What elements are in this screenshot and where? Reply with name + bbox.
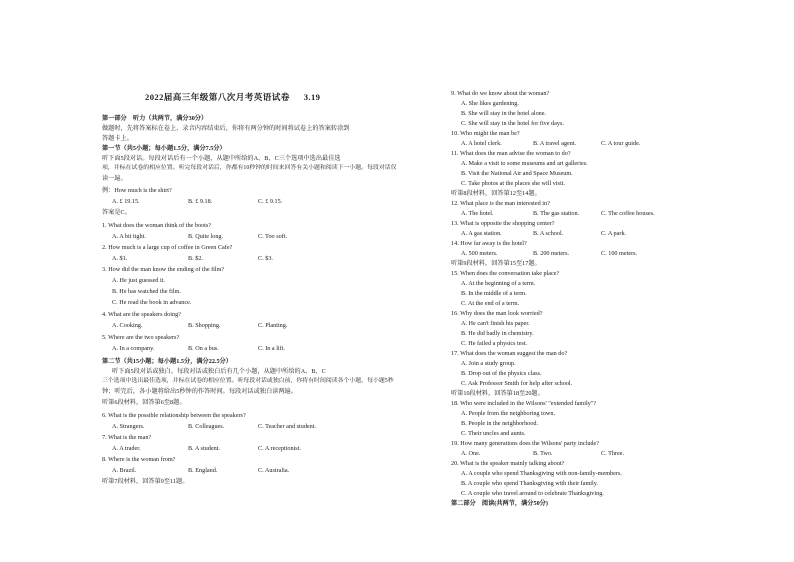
- option: C. Take photos at the places she will visit.: [461, 180, 565, 187]
- section2-instruction: 三个选项中选出最佳选项，并标在试卷的相应位置。听每段对话或独白前，你将有时间阅读各个小题，每小题5秒: [102, 378, 394, 384]
- option: C. In a lift.: [258, 345, 285, 352]
- question: 1. What does the woman think of the boots?: [102, 222, 212, 229]
- section2-heading: 第二节（共15小题；每小题1.5分，满分22.5分）: [102, 358, 232, 365]
- option: A. A couple who spend Thanksgiving with non-family-members.: [461, 470, 622, 477]
- option: A. At the beginning of a term.: [461, 280, 536, 287]
- option: B. £ 9.18.: [188, 198, 213, 205]
- option: C. £ 9.15.: [258, 198, 283, 205]
- part1-instruction: 答题卡上。: [102, 135, 133, 142]
- option: A. People from the neighboring town.: [461, 410, 555, 417]
- option: C. She will stay in the hotel for five days.: [461, 120, 564, 127]
- question: 16. Why does the man look worried?: [451, 310, 543, 317]
- option: A. She likes gardening.: [461, 100, 519, 107]
- option: C. A receptionist.: [258, 445, 301, 452]
- option: B. Quite long.: [188, 233, 224, 240]
- page-title: [145, 91, 320, 103]
- option: B. The gas station.: [533, 210, 580, 217]
- option: A. In a company.: [112, 345, 155, 352]
- section2-instruction: 钟；听完后，各小题将给出5秒钟的作答时间。每段对话或独白读两遍。: [102, 388, 297, 395]
- option: C. Australia.: [258, 467, 290, 474]
- option: A. A hotel clerk.: [461, 140, 502, 147]
- part1-instruction: 做题时，先将答案标在卷上，录音内容结束后，你将有两分钟的时间将试卷上的答案转涂到: [102, 125, 350, 132]
- option: C. He failed a physics test.: [461, 340, 528, 347]
- option: C. Ask Professor Smith for help after school.: [461, 380, 573, 387]
- option: C. Too soft.: [258, 233, 288, 240]
- option: A. Brazil.: [112, 467, 137, 474]
- question: 14. How far away is the hotel?: [451, 240, 527, 247]
- option: A. He can't finish his paper.: [461, 320, 530, 327]
- option: A. One.: [461, 450, 481, 457]
- option: A. Make a visit to some museums and art galleries.: [461, 160, 588, 167]
- option: A. $1.: [112, 255, 128, 262]
- material-heading: 听第10段材料，回答第18至20题。: [451, 390, 544, 397]
- option: C. A park.: [601, 230, 627, 237]
- question: 20. What is the speaker mainly talking about?: [451, 460, 565, 467]
- question: 17. What does the woman suggest the man do?: [451, 350, 568, 357]
- question: 12. What place is the man interested in?: [451, 200, 550, 207]
- question: 5. Where are the two speakers?: [102, 334, 180, 341]
- option: B. 200 meters.: [533, 250, 570, 257]
- option: A. Strangers.: [112, 423, 145, 430]
- option: B. She will stay in the hotel alone.: [461, 110, 547, 117]
- option: A. A bit tight.: [112, 233, 146, 240]
- question: 13. What is opposite the shopping center?: [451, 220, 555, 227]
- section1-heading: 第一节（共5小题；每小题1.5分，满分7.5分）: [102, 145, 226, 152]
- option: C. A couple who travel around to celebrate Thanksgiving.: [461, 490, 604, 497]
- example-question: 例：How much is the shirt?: [102, 187, 172, 194]
- option: A. He just guessed it.: [112, 277, 165, 284]
- option: B. $2.: [188, 255, 203, 262]
- option: B. Colleagues.: [188, 423, 225, 430]
- option: B. Visit the National Air and Space Museum.: [461, 170, 573, 177]
- option: C. At the end of a term.: [461, 300, 520, 307]
- option: C. $3.: [258, 255, 273, 262]
- question: 9. What do we know about the woman?: [451, 90, 550, 97]
- question: 10. Who might the man be?: [451, 130, 520, 137]
- question: 2. How much is a large cup of coffee in Green Cafe?: [102, 244, 233, 251]
- option: A. Join a study group.: [461, 360, 516, 367]
- part1-heading: 第一部分 听力（共两节，满分30分）: [102, 115, 208, 122]
- option: C. Teacher and student.: [258, 423, 317, 430]
- option: B. A couple who spend Thanksgiving with their family.: [461, 480, 598, 487]
- question: 8. Where is the woman from?: [102, 456, 176, 463]
- option: C. Their uncles and aunts.: [461, 430, 526, 437]
- question: 3. How did the man know the ending of the film?: [102, 266, 225, 273]
- example-answer: 答案是C。: [102, 209, 131, 216]
- option: B. Two.: [533, 450, 553, 457]
- option: C. 100 meters.: [601, 250, 638, 257]
- option: A. A gas station.: [461, 230, 502, 237]
- option: B. A travel agent.: [533, 140, 577, 147]
- option: C. The coffee houses.: [601, 210, 655, 217]
- option: B. Drop out of the physics class.: [461, 370, 542, 377]
- option: A. £ 19.15.: [112, 198, 140, 205]
- material-heading: 听第8段材料，回答第12至14题。: [451, 190, 541, 197]
- question: 18. Who were included in the Wilsons' "extended family"?: [451, 400, 597, 407]
- option: B. A school.: [533, 230, 564, 237]
- exam-date: 3.19: [303, 92, 321, 102]
- question: 7. What is the man?: [102, 434, 152, 441]
- option: B. In the middle of a term.: [461, 290, 527, 297]
- option: B. Shopping.: [188, 322, 221, 329]
- option: C. A tour guide.: [601, 140, 641, 147]
- option: B. He did badly in chemistry.: [461, 330, 534, 337]
- option: B. A student.: [188, 445, 220, 452]
- exam-title: 2022届高三年级第八次月考英语试卷: [145, 92, 290, 102]
- option: C. Planting.: [258, 322, 288, 329]
- section2-instruction: 听下面5段对话或独白。每段对话或独白后有几个小题，从题中所给的A、B、C: [112, 368, 326, 375]
- material-heading: 听第6段材料，回答第6至8题。: [102, 399, 186, 406]
- question: 4. What are the speakers doing?: [102, 311, 181, 318]
- option: A. Cooking.: [112, 322, 143, 329]
- option: B. He has watched the film.: [112, 288, 181, 295]
- section1-instruction: 读一遍。: [102, 175, 127, 182]
- option: B. England.: [188, 467, 218, 474]
- material-heading: 听第9段材料，回答第15至17题。: [451, 260, 541, 267]
- section1-instruction: 听下面5段对话。每段对话后有一个小题，从题中所给的A、B、C三个选项中选出最佳选: [102, 155, 341, 162]
- option: B. On a bus.: [188, 345, 219, 352]
- option: A. A trader.: [112, 445, 141, 452]
- section1-instruction: 项，并标在试卷的相应位置。听完每段对话后，你都有10秒钟的时间来回答有关小题和阅读下一小题。每段对话仅: [102, 165, 397, 171]
- option: A. The hotel.: [461, 210, 494, 217]
- option: C. He read the book in advance.: [112, 299, 192, 306]
- question: 11. What does the man advise the woman to do?: [451, 150, 571, 157]
- material-heading: 听第7段材料，回答第9至11题。: [102, 478, 189, 485]
- option: C. Three.: [601, 450, 625, 457]
- question: 15. When does the conversation take place?: [451, 270, 560, 277]
- question: 19. How many generations does the Wilsons' party include?: [451, 440, 600, 447]
- question: 6. What is the possible relationship between the speakers?: [102, 412, 246, 419]
- option: A. 500 meters.: [461, 250, 498, 257]
- option: B. People in the neighborhood.: [461, 420, 538, 427]
- part2-heading: 第二部分 阅读(共两节，满分50分): [451, 500, 548, 507]
